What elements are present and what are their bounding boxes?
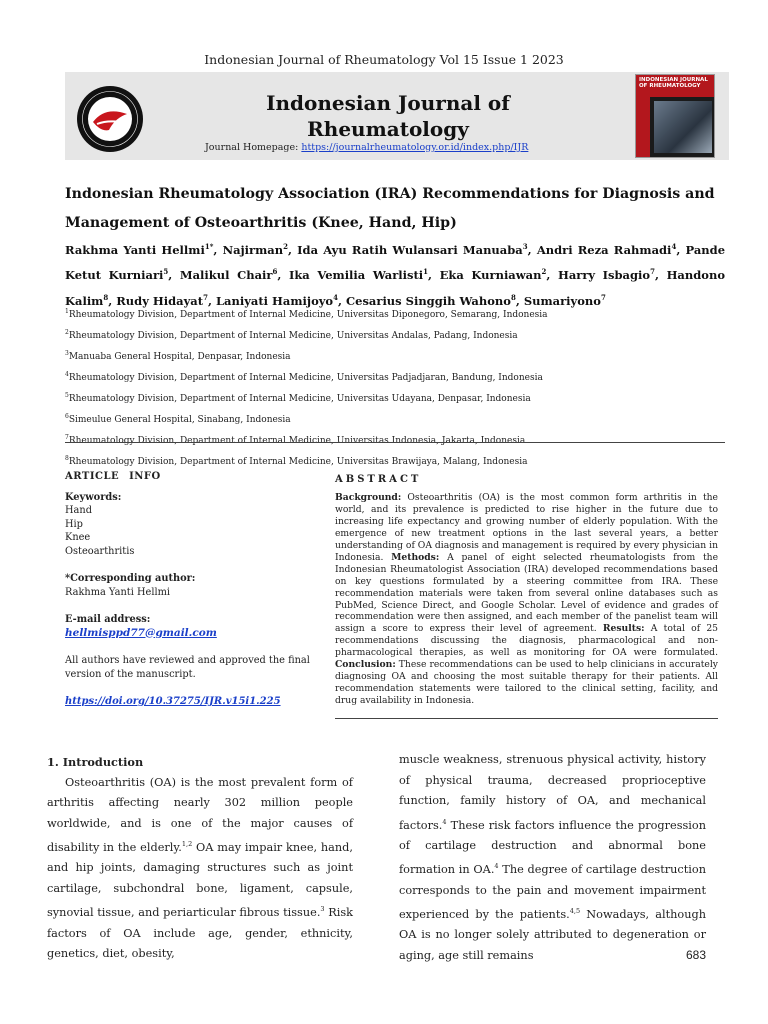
author-affiliation-marker: 8 [510,293,516,303]
author-name: Sumariyono [523,293,601,308]
author-name: Malikul Chair [179,268,273,283]
author-name: Rudy Hidayat [116,293,204,308]
author [537,243,686,257]
affiliation-item [65,324,725,345]
author-affiliation-marker: 7 [600,293,606,303]
journal-cover-image [635,74,715,158]
author-name: Najirman [222,242,284,257]
keyword: Hip [65,518,83,530]
affiliation-number: 2 [65,329,69,336]
author-separator: , [287,242,298,257]
author-affiliation-marker: 7 [203,293,208,303]
affiliation-item [65,303,725,324]
affiliation-number: 6 [65,413,69,420]
citation: 4,5 [569,907,581,916]
affiliation-text: Rheumatology Division, Department of Internal Medicine, Universitas Udayana, Denpasar, Indonesia [68,394,531,404]
author-separator: , [527,242,537,257]
conclusion-label: Conclusion: [335,659,396,671]
paragraph-text: These risk factors influence the progression of cartilage destruction and abnormal bone formation in OA. [399,818,706,877]
abstract-body [335,492,718,707]
author-separator: , [546,268,558,283]
author-name: Eka Kurniawan [439,268,542,283]
abstract-divider [335,718,718,719]
affiliation-number: 4 [65,371,69,378]
homepage-link[interactable]: https://journalrheumatology.or.id/index.php/IJR [301,142,529,153]
author-separator: , [277,268,289,283]
results-label: Results: [602,623,645,635]
author-affiliation-marker: 2 [541,267,547,277]
affiliation-text: Manuaba General Hospital, Denpasar, Indonesia [68,352,291,362]
author-separator: , [654,268,667,283]
background-text: Osteoarthritis (OA) is the most common form arthritis in the world, and its prevalence is predicted to rise higher in the future due to increasing life expectancy and growing number of elderly population. With the emergence of new treatment options in the last several years, a better understanding of OA diagnosis and management is required by every physician in Indonesia. [335,491,718,563]
paragraph-text: Risk factors of OA include age, gender, ethnicity, genetics, diet, obesity, [47,906,353,961]
paragraph [399,750,706,966]
author-name: Ida Ayu Ratih Wulansari Manuaba [297,242,523,257]
section-divider [65,442,725,443]
affiliation-text: Rheumatology Division, Department of Internal Medicine, Universitas Padjadjaran, Bandung, Indonesia [68,373,543,383]
author-name: Pande Ketut Kurniari [65,242,726,283]
citation: 4 [494,862,499,871]
author [558,268,667,282]
author [180,268,289,282]
author-affiliation-marker: 1* [204,242,214,251]
author [297,243,537,257]
results-text: A total of 25 recommendations discussing the diagnosis, pharmacological and non-pharmacological therapies, as well as monitoring for OA were formulated. [335,623,719,659]
abstract-heading: ABSTRACT [335,474,422,485]
author-affiliation-marker: 3 [522,242,528,251]
society-logo-icon [75,84,145,154]
section-heading: 1. Introduction [47,755,144,769]
citation: 3 [320,905,325,914]
abstract [335,474,718,707]
affiliation-text: Rheumatology Division, Department of Internal Medicine, Universitas Andalas, Padang, Indonesia [68,331,518,341]
article-info [65,470,315,709]
keyword: Osteoarthritis [65,545,135,557]
author-name: Harry Isbagio [557,268,651,283]
article-info-heading: ARTICLE INFO [65,471,161,482]
author-separator: , [337,293,346,308]
author-name: Ika Vemilia Warlisti [288,268,424,283]
affiliation-item [65,387,725,408]
affiliation-text: Rheumatology Division, Department of Internal Medicine, Universitas Indonesia, Jakarta, Indonesia [68,436,526,446]
affiliation-number: 3 [65,350,69,357]
author-separator: , [676,242,686,257]
email-label: E-mail address: [65,614,151,625]
body-column-left [47,752,353,965]
keyword: Knee [65,532,91,543]
keyword-list [65,504,315,558]
affiliation-item [65,345,725,366]
affiliation-text: Simeulue General Hospital, Sinabang, Indonesia [68,415,291,425]
author-name: Cesarius Singgih Wahono [345,293,511,308]
journal-title-line1: Indonesian Journal of [266,91,510,115]
author-affiliation-marker: 2 [283,242,288,251]
cover-xray-image [654,101,712,153]
cover-strip [636,97,650,158]
corresponding-author-name: Rakhma Yanti Hellmi [65,586,171,598]
affiliation-item [65,450,725,471]
paragraph-text: OA may impair knee, hand, and hip joints, damaging structures such as joint cartilage, subchondral bone, ligament, capsule, synovial tissue, and periarticular fibrous tissue. [47,840,354,920]
author-affiliation-marker: 7 [650,267,655,277]
author-separator: , [207,293,216,308]
corresponding-author-label: *Corresponding author: [65,573,196,584]
affiliation-number: 7 [65,434,69,441]
author-separator: , [168,268,180,283]
author-name: Laniyati Hamijoyo [215,293,334,308]
author [223,243,298,257]
background-label: Background: [335,491,402,503]
author [65,243,223,257]
methods-text: A panel of eight selected rheumatologists from the Indonesian Rheumatologist Association (IRA) developed recommendations based on key questions formulated by a steering committee from IRA. These recommendation materials were taken from several online databases such as PubMed, Science Direct, and Google Scholar. Level of evidence and grades of recommendation were then assigned, and each member of the panelist team will assign a score to express their level of agreement. [335,551,719,635]
affiliation-item [65,366,725,387]
journal-title-line2: Rheumatology [307,117,469,141]
paragraph [47,773,353,965]
methods-label: Methods: [391,551,440,563]
author-name: Handono Kalim [65,268,725,308]
author-affiliation-marker: 6 [272,267,278,277]
author-name: Rakhma Yanti Hellmi [65,242,205,257]
affiliation-list [65,303,725,471]
homepage-label: Journal Homepage: [205,142,299,153]
author-separator: , [213,242,223,257]
citation: 1,2 [181,840,193,848]
affiliation-text: Rheumatology Division, Department of Internal Medicine, Universitas Brawijaya, Malang, Indonesia [68,457,528,467]
cover-title: INDONESIAN JOURNAL OF RHEUMATOLOGY [636,75,714,97]
running-head: Indonesian Journal of Rheumatology Vol 15 Issue 1 2023 [204,52,564,67]
journal-masthead [65,72,729,160]
author-list [65,236,725,313]
author-separator: , [108,293,117,308]
article-title-line2: Management of Osteoarthritis (Knee, Hand, Hip) [65,215,457,231]
affiliation-number: 5 [65,392,69,399]
affiliation-item [65,429,725,450]
journal-title [253,90,523,142]
conclusion-text: These recommendations can be used to help clinicians in accurately diagnosing OA and choosing the most suitable therapy for their patients. All recommendation statements were tailored to the clinical setting, facility, and drug availability in Indonesia. [335,659,718,707]
journal-homepage [205,142,528,153]
article-title-line1: Indonesian Rheumatology Association (IRA) Recommendations for Diagnosis and [65,186,715,202]
author-separator: , [515,293,524,308]
paragraph-text: Nowadays, although OA is no longer solely attributed to degeneration or aging, age still remains [399,907,707,962]
author-affiliation-marker: 5 [163,267,169,277]
author [289,268,440,282]
affiliation-text: Rheumatology Division, Department of Internal Medicine, Universitas Diponegoro, Semarang, Indonesia [68,310,548,320]
paragraph-text: The degree of cartilage destruction corresponds to the pain and movement impairment experienced by the patients. [399,863,706,921]
author-separator: , [428,268,440,283]
article-title [65,180,725,238]
doi-link[interactable]: https://doi.org/10.37275/IJR.v15i1.225 [65,696,281,707]
author-affiliation-marker: 1 [423,267,429,277]
body-column-right [399,750,706,966]
author-affiliation-marker: 4 [671,242,677,251]
affiliation-number: 8 [65,455,69,462]
author [440,268,558,282]
author-affiliation-marker: 4 [333,293,338,303]
paragraph-text: muscle weakness, strenuous physical activity, history of physical trauma, decreased proprioceptive function, family history of OA, and mechanical factors. [399,753,706,832]
page-number: 683 [685,948,706,962]
author-affiliation-marker: 8 [103,293,109,303]
keywords-label: Keywords: [65,491,122,503]
affiliation-number: 1 [65,308,69,315]
citation: 4 [442,817,447,826]
author-name: Andri Reza Rahmadi [536,242,672,257]
email-link[interactable]: hellmisppd77@gmail.com [65,626,217,639]
paragraph-text: Osteoarthritis (OA) is the most prevalent form of arthritis affecting nearly 302 million people worldwide, and is one of the major causes of disability in the elderly. [47,775,353,854]
approval-note: All authors have reviewed and approved the final version of the manuscript. [65,655,310,680]
keyword: Hand [65,505,92,516]
affiliation-item [65,408,725,429]
